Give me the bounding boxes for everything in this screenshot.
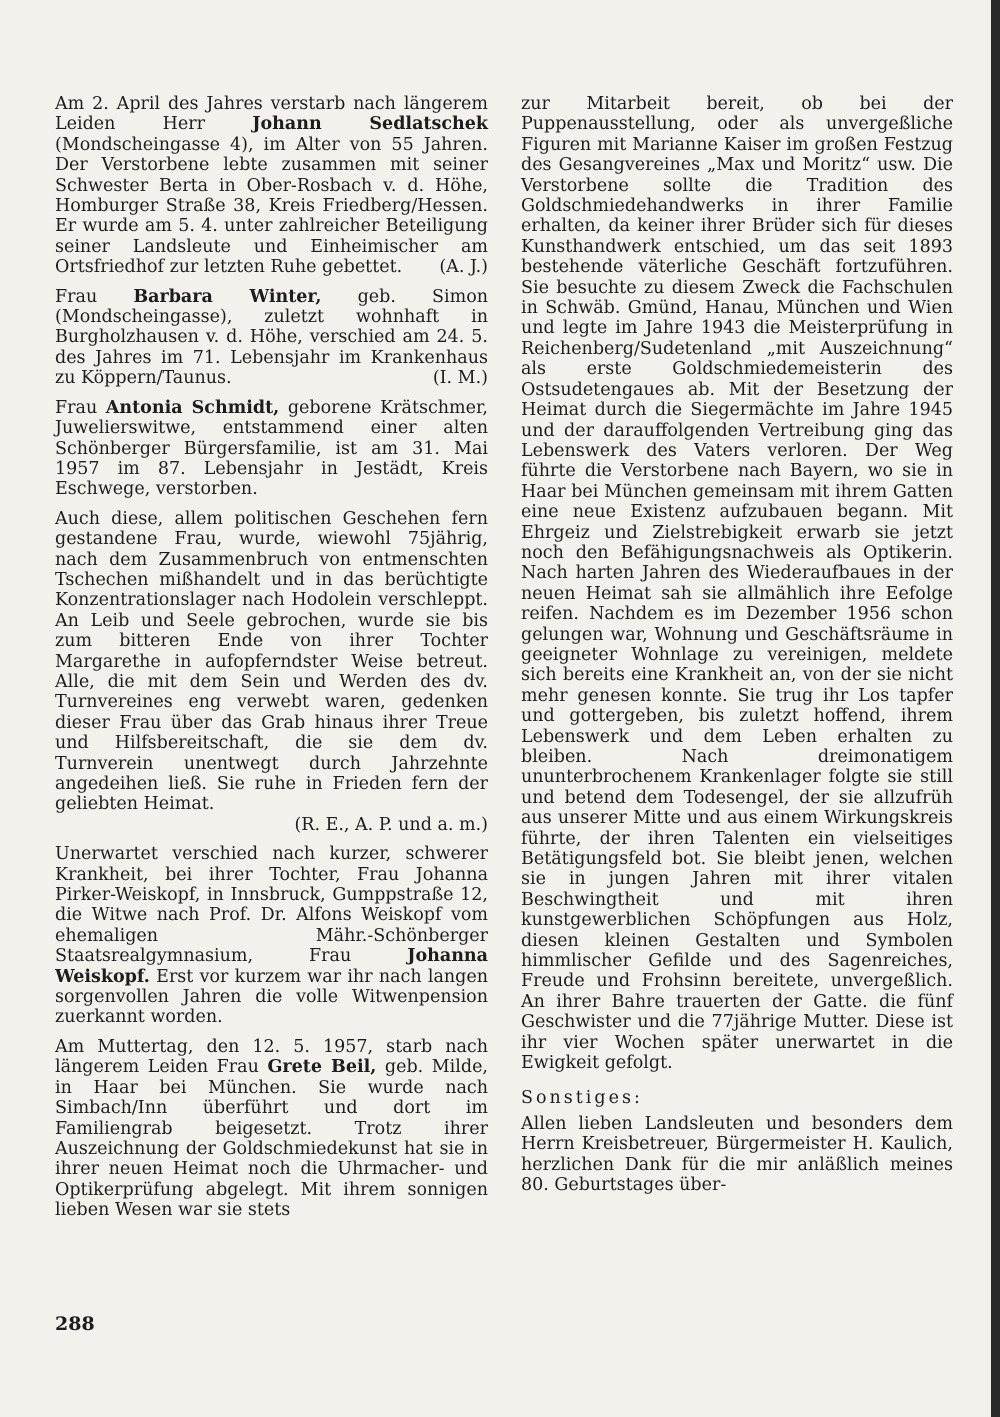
paragraph-p2 bbox=[55, 287, 488, 389]
author-initials: (I. M.) bbox=[432, 368, 488, 389]
paragraph-text: Frau bbox=[55, 286, 134, 307]
left-column bbox=[55, 94, 488, 1230]
person-name: Johanna Weiskopf. bbox=[55, 946, 488, 987]
paragraph-p8 bbox=[521, 1114, 953, 1196]
paragraph-p3 bbox=[55, 398, 488, 500]
paragraph-p1 bbox=[55, 94, 488, 278]
author-initials: (R. E., A. P. und a. m.) bbox=[294, 814, 488, 835]
paragraph-text: zur Mitarbeit bereit, ob bei der Puppenausstellung, oder als unvergeßliche Figuren mit Marianne Kaiser im großen Festzug des Gesangvereines „Max und Moritz“ usw. Die Verstorbene sollte die Tradition des Goldschmiedehandwerks in ihrer Familie erhalten, da keiner ihrer Brüder sich für dieses Kunsthandwerk entschied, um das seit 1893 bestehende väterliche Geschäft fortzuführen. Sie besuchte zu diesem Zweck die Fachschulen in Schwäb. Gmünd, Hanau, München und Wien und legte im Jahre 1943 die Meisterprüfung in Reichenberg/Sudetenland „mit Auszeichnung“ als erste Goldschmiedemeisterin des Ostsudetengaues ab. Mit der Besetzung der Heimat durch die Siegermächte im Jahre 1945 und der darauffolgenden Vertreibung ging das Lebenswerk des Vaters verloren. Der Weg führte die Verstorbene nach Bayern, wo sie in Haar bei München gemeinsam mit ihrem Gatten eine neue Existenz aufzubauen begann. Mit Ehrgeiz und Zielstrebigkeit erwarb sie jetzt noch den Befähigungsnachweis als Optikerin. Nach harten Jahren des Wiederaufbaues in der neuen Heimat sah sie allmählich ihre Eefolge reifen. Nachdem es im Dezember 1956 schon gelungen war, Wohnung und Geschäftsräume in geeigneter Wohnlage zu vereinigen, meldete sich bereits eine Krankheit an, von der sie nicht mehr genesen konnte. Sie trug ihr Los tapfer und gottergeben, bis zuletzt hoffend, ihrem Lebenswerk und dem Leben erhalten zu bleiben. Nach dreimonatigem ununterbrochenem Krankenlager folgte sie still und betend dem Todesengel, der sie allzufrüh aus unserer Mitte und aus einem Wirkungskreis führte, der ihren Talenten ein vielseitiges Betätigungsfeld bot. Sie bleibt jenen, welchen sie in jungen Jahren mit ihrer vitalen Beschwingtheit und mit ihren kunstgewerblichen Schöpfungen aus Holz, diesen kleinen Gestalten und Symbolen himmlischer Gefilde und des Sagenreiches, Freude und Frohsinn bereitete, unvergeßlich. An ihrer Bahre trauerten der Gatte. die fünf Geschwister und die 77jährige Mutter. Diese ist ihr vier Wochen später unerwartet in die Ewigkeit gefolgt. bbox=[521, 94, 953, 1074]
person-name: Johann Sedlatschek bbox=[252, 114, 488, 135]
paragraph-text: geb. Simon (Mondscheingasse), zuletzt wohnhaft in Burgholzhausen v. d. Höhe, verschied am 24. 5. des Jahres im 71. Lebensjahr im Krankenhaus zu Köppern/Taunus. bbox=[55, 286, 488, 389]
paragraph-text: Erst vor kurzem war ihr nach langen sorgenvollen Jahren die volle Witwenpension zuerkannt worden. bbox=[55, 966, 488, 1028]
paragraph-text: Unerwartet verschied nach kurzer, schwerer Krankheit, bei ihrer Tochter, Frau Johanna Pirker-Weiskopf, in Innsbruck, Gumppstraße 12, die Witwe nach Prof. Dr. Alfons Weiskopf vom ehemaligen Mähr.-Schönberger Staatsrealgymnasium, Frau bbox=[55, 844, 488, 967]
paragraph-text: Auch diese, allem politischen Geschehen fern gestandene Frau, wurde, wiewohl 75jährig, nach dem Zusammenbruch von entmenschten Tschechen mißhandelt und in das berüchtigte Konzentrationslager nach Hodolein verschleppt. An Leib und Seele gebrochen, wurde sie bis zum bitteren Ende von ihrer Tochter Margarethe in aufopferndster Weise betreut. Alle, die mit dem Sein und Werden des dv. Turnvereines eng verwebt waren, gedenken dieser Frau über das Grab hinaus ihrer Treue und Hilfsbereitschaft, die sie dem dv. Turnverein unentwegt durch Jahrzehnte angedeihen ließ. Sie ruhe in Frieden fern der geliebten Heimat. bbox=[55, 508, 488, 815]
paragraph-p5 bbox=[55, 844, 488, 1028]
page-number: 288 bbox=[55, 1313, 95, 1335]
paragraph-text: Frau bbox=[55, 397, 106, 418]
right-column bbox=[521, 94, 953, 1205]
paragraph-text: Allen lieben Landsleuten und besonders dem Herrn Kreisbetreuer, Bürgermeister H. Kaulich, herzlichen Dank für die mir anläßlich meines 80. Geburtstages über- bbox=[521, 1113, 953, 1196]
person-name: Grete Beil, bbox=[267, 1057, 377, 1078]
paragraph-text: Am 2. April des Jahres verstarb nach längerem Leiden Herr bbox=[55, 94, 488, 135]
section-heading: Sonstiges: bbox=[521, 1087, 643, 1108]
paragraph-p6 bbox=[55, 1037, 488, 1221]
person-name: Antonia Schmidt, bbox=[105, 397, 280, 418]
paragraph-text: Am Muttertag, den 12. 5. 1957, starb nach längerem Leiden Frau bbox=[55, 1036, 488, 1078]
page-edge-shadow bbox=[991, 0, 1000, 1417]
paragraph-text: geb. Milde, in Haar bei München. Sie wurde nach Simbach/Inn überführt und dort im Familiengrab beigesetzt. Trotz ihrer Auszeichnung der Goldschmiedekunst hat sie in ihrer neuen Heimat noch die Uhrmacher- und Optikerprüfung abgelegt. Mit ihrem sonnigen lieben Wesen war sie stets bbox=[55, 1057, 488, 1221]
paragraph-p4 bbox=[55, 509, 488, 836]
paragraph-text: (Mondscheingasse 4), im Alter von 55 Jahren. Der Verstorbene lebte zusammen mit seiner Schwester Berta in Ober-Rosbach v. d. Höhe, Homburger Straße 38, Kreis Friedberg/Hessen. Er wurde am 5. 4. unter zahlreicher Beteiligung seiner Landsleute und Einheimischer am Ortsfriedhof zur letzten Ruhe gebettet. bbox=[55, 134, 488, 278]
author-initials: (A. J.) bbox=[439, 257, 488, 278]
paragraph-p7 bbox=[521, 94, 953, 1074]
person-name: Barbara Winter, bbox=[133, 286, 322, 307]
paragraph-text: geborene Krätschmer, Juwelierswitwe, entstammend einer alten Schönberger Bürgersfamilie, ist am 31. Mai 1957 im 87. Lebensjahr in Jestädt, Kreis Eschwege, verstorben. bbox=[55, 397, 488, 500]
